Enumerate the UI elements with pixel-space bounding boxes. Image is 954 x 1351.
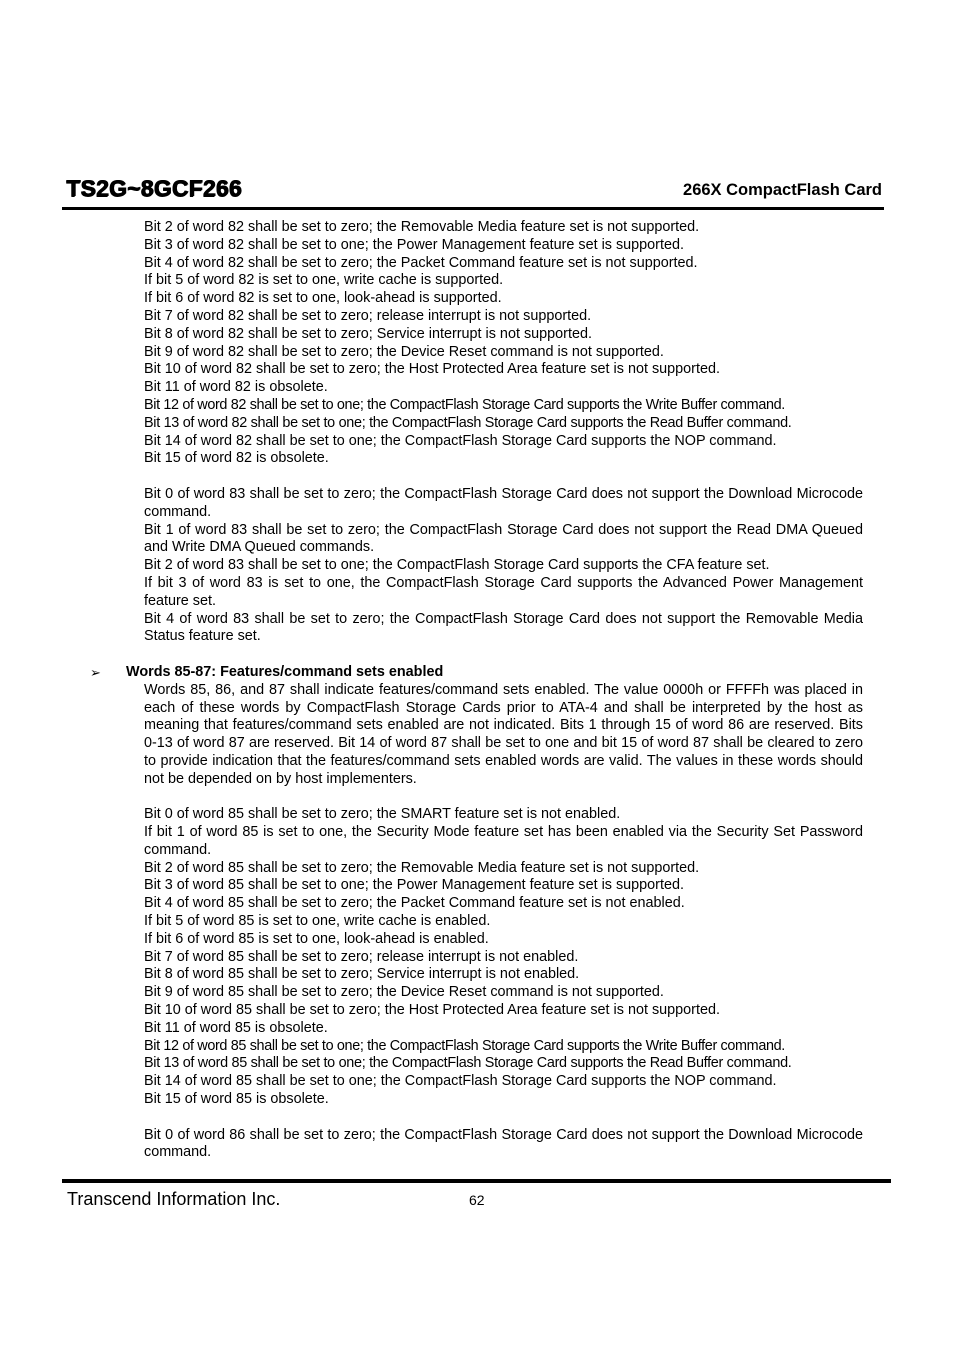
list-item: Bit 3 of word 85 shall be set to one; the Power Management feature set is supported. — [144, 877, 684, 894]
word85-list — [144, 806, 863, 1109]
section-heading — [90, 663, 863, 682]
list-item: Bit 10 of word 82 shall be set to zero; the Host Protected Area feature set is not supported. — [144, 361, 720, 378]
list-item: Bit 4 of word 82 shall be set to zero; the Packet Command feature set is not supported. — [144, 254, 698, 271]
section-intro: Words 85, 86, and 87 shall indicate features/command sets enabled. The value 0000h or FFFFh was placed in each of these words by CompactFlash Storage Cards prior to ATA-4 and shall be interpreted by the host as meaning that features/command sets enabled are not indicated. Bits 1 through 15 of word 86 are reserved. Bits 0-13 of word 87 are reserved. Bit 14 of word 87 shall be set to one and bit 15 of word 87 shall be cleared to zero to provide indication that the features/command sets enabled words are valid. The values in these words should not be depended on by host implementers. — [144, 681, 863, 787]
list-item: Bit 13 of word 82 shall be set to one; the CompactFlash Storage Card supports the Read Buffer command. — [144, 414, 792, 431]
list-item: Bit 8 of word 85 shall be set to zero; Service interrupt is not enabled. — [144, 966, 580, 983]
document-model-title: TS2G~8GCF266 — [66, 175, 242, 201]
list-item: Bit 2 of word 85 shall be set to zero; the Removable Media feature set is not supported. — [144, 859, 700, 876]
list-item: Bit 11 of word 82 is obsolete. — [144, 379, 328, 396]
list-item: Bit 8 of word 82 shall be set to zero; Service interrupt is not supported. — [144, 325, 592, 342]
word86-list — [144, 1127, 863, 1163]
footer-company: Transcend Information Inc. — [67, 1189, 281, 1209]
list-item: Bit 2 of word 83 shall be set to one; the CompactFlash Storage Card supports the CFA feature set. — [144, 557, 770, 574]
list-item: Bit 9 of word 85 shall be set to zero; the Device Reset command is not supported. — [144, 984, 664, 1001]
section-title: Words 85-87: Features/command sets enabled — [126, 663, 444, 680]
list-item: Bit 1 of word 83 shall be set to zero; the CompactFlash Storage Card does not support the Read DMA Queued and Write DMA Queued commands. — [144, 521, 863, 556]
spacer — [144, 1109, 863, 1127]
list-item: If bit 1 of word 85 is set to one, the Security Mode feature set has been enabled via the Security Set Password command. — [144, 824, 863, 858]
document-product-title: 266X CompactFlash Card — [683, 181, 882, 199]
list-item: Bit 9 of word 82 shall be set to zero; the Device Reset command is not supported. — [144, 343, 664, 360]
list-item: If bit 5 of word 82 is set to one, write cache is supported. — [144, 272, 504, 289]
list-item: If bit 6 of word 85 is set to one, look-ahead is enabled. — [144, 930, 489, 947]
arrow-bullet-icon: ➢ — [90, 664, 101, 680]
list-item: Bit 13 of word 85 shall be set to one; the CompactFlash Storage Card supports the Read Buffer command. — [144, 1055, 792, 1072]
list-item: Bit 14 of word 82 shall be set to one; the CompactFlash Storage Card supports the NOP command. — [144, 432, 777, 449]
list-item: Bit 0 of word 83 shall be set to zero; the CompactFlash Storage Card does not support the Download Microcode command. — [144, 485, 863, 520]
list-item: If bit 6 of word 82 is set to one, look-ahead is supported. — [144, 290, 502, 307]
list-item: Bit 3 of word 82 shall be set to one; the Power Management feature set is supported. — [144, 236, 684, 253]
list-item: Bit 7 of word 85 shall be set to zero; release interrupt is not enabled. — [144, 948, 579, 965]
page-number: 62 — [469, 1192, 485, 1208]
list-item: Bit 0 of word 85 shall be set to zero; the SMART feature set is not enabled. — [144, 806, 621, 823]
word82-list — [144, 219, 863, 468]
list-item: Bit 4 of word 85 shall be set to zero; the Packet Command feature set is not enabled. — [144, 895, 685, 912]
footer-rule — [62, 1179, 891, 1183]
list-item: Bit 4 of word 83 shall be set to zero; the CompactFlash Storage Card does not support the Removable Media Status feature set. — [144, 610, 863, 645]
list-item: If bit 5 of word 85 is set to one, write cache is enabled. — [144, 913, 491, 930]
page-content — [90, 219, 863, 1162]
list-item: Bit 12 of word 82 shall be set to one; the CompactFlash Storage Card supports the Write Buffer command. — [144, 396, 785, 413]
list-item: Bit 12 of word 85 shall be set to one; the CompactFlash Storage Card supports the Write Buffer command. — [144, 1037, 785, 1054]
spacer — [144, 789, 863, 807]
list-item: Bit 15 of word 85 is obsolete. — [144, 1091, 329, 1108]
list-item: Bit 10 of word 85 shall be set to zero; the Host Protected Area feature set is not supported. — [144, 1002, 720, 1019]
header-rule — [62, 207, 884, 210]
list-item: Bit 11 of word 85 is obsolete. — [144, 1019, 328, 1036]
list-item: Bit 14 of word 85 shall be set to one; the CompactFlash Storage Card supports the NOP command. — [144, 1073, 777, 1090]
spacer — [144, 468, 863, 486]
list-item: Bit 0 of word 86 shall be set to zero; the CompactFlash Storage Card does not support the Download Microcode command. — [144, 1126, 863, 1161]
list-item: If bit 3 of word 83 is set to one, the CompactFlash Storage Card supports the Advanced Power Management feature set. — [144, 574, 863, 609]
list-item: Bit 7 of word 82 shall be set to zero; release interrupt is not supported. — [144, 307, 592, 324]
list-item: Bit 2 of word 82 shall be set to zero; the Removable Media feature set is not supported. — [144, 219, 700, 235]
word83-list — [144, 486, 863, 646]
list-item: Bit 15 of word 82 is obsolete. — [144, 450, 329, 467]
